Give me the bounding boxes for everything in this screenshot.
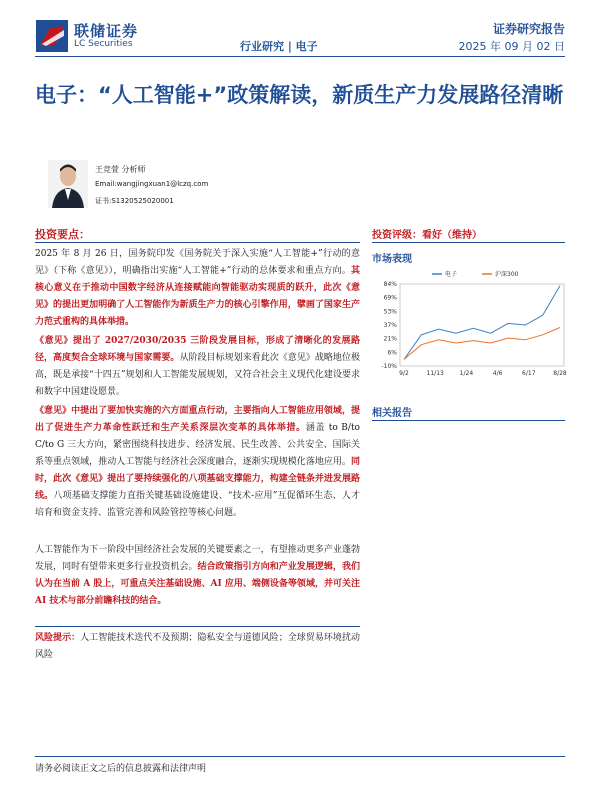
logo-text-en: LC Securities (74, 39, 133, 49)
rating-divider (372, 242, 565, 243)
p4-text: 人工智能作为下一阶段中国经济社会发展的关键要素之一，有望推动更多产业蓬勃发展，同时有望带来更多行业投资机会。 (35, 545, 360, 572)
series-line-1 (404, 286, 560, 360)
analyst-certificate: 证书:S1320525020001 (95, 197, 174, 205)
risk-divider (35, 626, 360, 627)
paragraph-3 (35, 403, 360, 522)
logo-text-cn: 联储证券 (74, 22, 139, 40)
y-tick-label: 37% (383, 322, 397, 329)
y-tick-label: 84% (383, 281, 397, 288)
p3-text-a: 涵盖 to B/to C/to G 三大方向，紧密围绕科技进步、经济发展、民生改善、公共安全、国际关系等重点领域，推动人工智能与经济社会深度融合，逐渐实现规模化落地应用。 (35, 423, 360, 467)
legend-label-1: 电子 (445, 271, 458, 278)
rating-heading: 投资评级：看好（维持） (372, 230, 482, 241)
key-points-divider (35, 242, 360, 243)
x-tick-label: 1/24 (459, 370, 474, 377)
logo-mark-icon (36, 20, 68, 52)
p3-highlight-a: 《意见》中提出了要加快实施的六方面重点行动，主要指向人工智能应用领域，提出了促进生产力革命性跃迁和生产关系深层次变革的具体举措。 (35, 406, 360, 433)
x-tick-label: 11/13 (426, 370, 444, 377)
report-type: 证券研究报告 (492, 22, 565, 36)
y-tick-label: 69% (383, 294, 397, 302)
risk-warning (35, 630, 360, 664)
footer-divider (35, 756, 565, 757)
report-date: 2025 年 09 月 02 日 (458, 40, 565, 53)
header-divider (35, 56, 565, 57)
key-points-heading: 投资要点： (35, 228, 90, 241)
report-title: 电子：“人工智能+”政策解读，新质生产力发展路径清晰 (35, 83, 564, 107)
paragraph-2 (35, 333, 360, 401)
x-tick-label: 6/17 (522, 370, 536, 377)
plot-frame (400, 284, 564, 366)
p1-text: 2025 年 8 月 26 日，国务院印发《国务院关于深入实施“人工智能+”行动的意见》（下称《意见》），明确指出实施“人工智能+”行动的总体要求和重点方向。 (35, 249, 360, 276)
market-heading: 市场表现 (372, 254, 412, 265)
x-tick-label: 8/28 (553, 370, 567, 377)
risk-heading: 风险提示： (35, 633, 81, 643)
p2-text: 从阶段目标规划来看此次《意见》战略地位极高，既是承接“十四五”规划和人工智能发展规划，又符合社会主义现代化建设要求和数字中国建设愿景。 (35, 353, 360, 397)
analyst-email: Email:wangjingxuan1@lczq.com (95, 180, 209, 188)
x-tick-label: 4/6 (492, 370, 503, 377)
market-performance-chart (372, 266, 572, 384)
disclaimer-footer: 请务必阅读正文之后的信息披露和法律声明 (35, 764, 207, 774)
p3-highlight-b: 同时，此次《意见》提出了要持续强化的八项基础支撑能力，构建全链条并进发展路线。 (35, 457, 360, 501)
p3-text-b: 八项基础支撑能力直指关键基础设施建设、“技术-应用”互促循环生态、人才培育和资金支持、监管完善和风险管控等核心问题。 (35, 491, 360, 518)
analyst-name: 王竞萱 分析师 (95, 165, 146, 174)
company-logo (36, 20, 216, 52)
paragraph-4 (35, 542, 360, 610)
related-reports-heading: 相关报告 (372, 408, 412, 419)
legend-label-2: 沪深300 (495, 271, 519, 278)
analyst-avatar (48, 160, 88, 208)
chart-svg (372, 266, 572, 384)
p1-highlight: 其核心意义在于推动中国数字经济从连接赋能向智能驱动实现质的跃升，此次《意见》的提出更加明确了人工智能作为新质生产力的核心引擎作用，擘画了国家生产力范式重构的具体举措。 (35, 266, 360, 327)
p4-highlight: 结合政策指引方向和产业发展逻辑，我们认为在当前 A 股上，可重点关注基础设施、AI 应用、端侧设备等领域，并可关注 AI 技术与部分前瞻科技的结合。 (35, 562, 360, 606)
y-tick-label: 53% (383, 308, 397, 316)
y-tick-label: 6% (387, 349, 397, 357)
related-divider (372, 420, 565, 421)
y-tick-label: -10% (381, 363, 397, 370)
x-tick-label: 9/2 (399, 370, 409, 377)
report-category: 行业研究 | 电子 (240, 40, 318, 53)
risk-text: 人工智能技术迭代不及预期；隐私安全与道德风险；全球贸易环境扰动风险 (35, 633, 360, 660)
paragraph-1 (35, 246, 360, 331)
p2-highlight: 《意见》提出了 2027/2030/2035 三阶段发展目标，形成了清晰化的发展路径，高度契合全球环境与国家需要。 (35, 336, 360, 363)
y-tick-label: 21% (383, 335, 397, 343)
